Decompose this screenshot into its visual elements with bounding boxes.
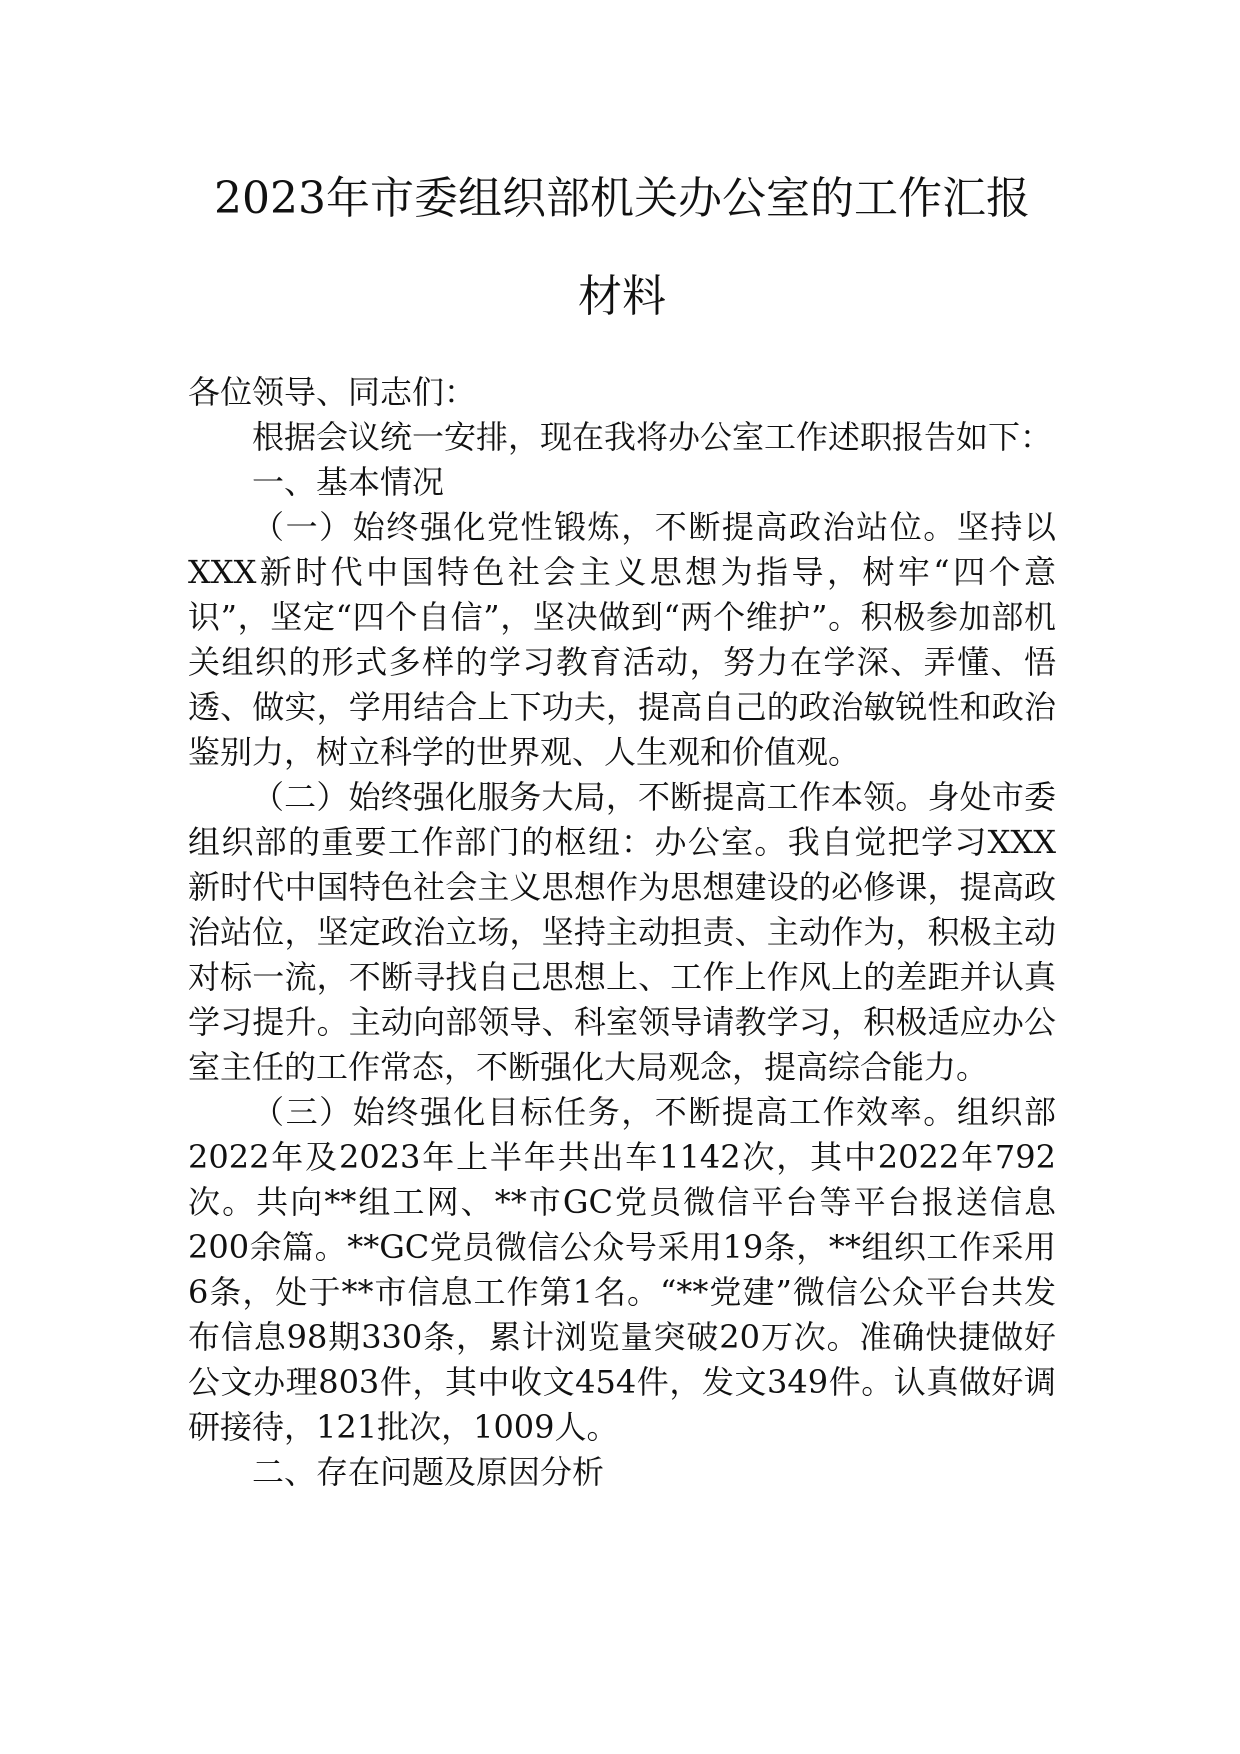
greeting: 各位领导、同志们： — [188, 373, 477, 411]
section-heading-problems: 二、存在问题及原因分析 — [252, 1453, 605, 1491]
document-page — [188, 150, 1056, 1495]
paragraph-3: （三）始终强化目标任务，不断提高工作效率。组织部2022年及2023年上半年共出车1142次，其中2022年792次。共向**组工网、**市GC党员微信平台等平台报送信息200余篇。**GC党员微信公众号采用19条，**组织工作采用6条，处于**市信息工作第1名。“**党建”微信公众平台共发布信息98期330条，累计浏览量突破20万次。准确快捷做好公文办理803件，其中收文454件，发文349件。认真做好调研接待，121批次，1009人。 — [188, 1093, 1056, 1446]
title-line-2: 材料 — [578, 271, 666, 322]
paragraph-2: （二）始终强化服务大局，不断提高工作本领。身处市委组织部的重要工作部门的枢纽：办公室。我自觉把学习XXX新时代中国特色社会主义思想作为思想建设的必修课，提高政治站位，坚定政治立场，坚持主动担责、主动作为，积极主动对标一流，不断寻找自己思想上、工作上作风上的差距并认真学习提升。主动向部领导、科室领导请教学习，积极适应办公室主任的工作常态，不断强化大局观念，提高综合能力。 — [188, 778, 1056, 1086]
section-heading-basic: 一、基本情况 — [252, 463, 445, 501]
document-title — [188, 150, 1056, 346]
paragraph-1: （一）始终强化党性锻炼，不断提高政治站位。坚持以XXX新时代中国特色社会主义思想为指导，树牢“四个意识”，坚定“四个自信”，坚决做到“两个维护”。积极参加部机关组织的形式多样的学习教育活动，努力在学深、弄懂、悟透、做实，学用结合上下功夫，提高自己的政治敏锐性和政治鉴别力，树立科学的世界观、人生观和价值观。 — [188, 508, 1056, 771]
intro-paragraph: 根据会议统一安排，现在我将办公室工作述职报告如下： — [252, 418, 1053, 456]
title-line-1: 2023年市委组织部机关办公室的工作汇报 — [214, 173, 1030, 224]
